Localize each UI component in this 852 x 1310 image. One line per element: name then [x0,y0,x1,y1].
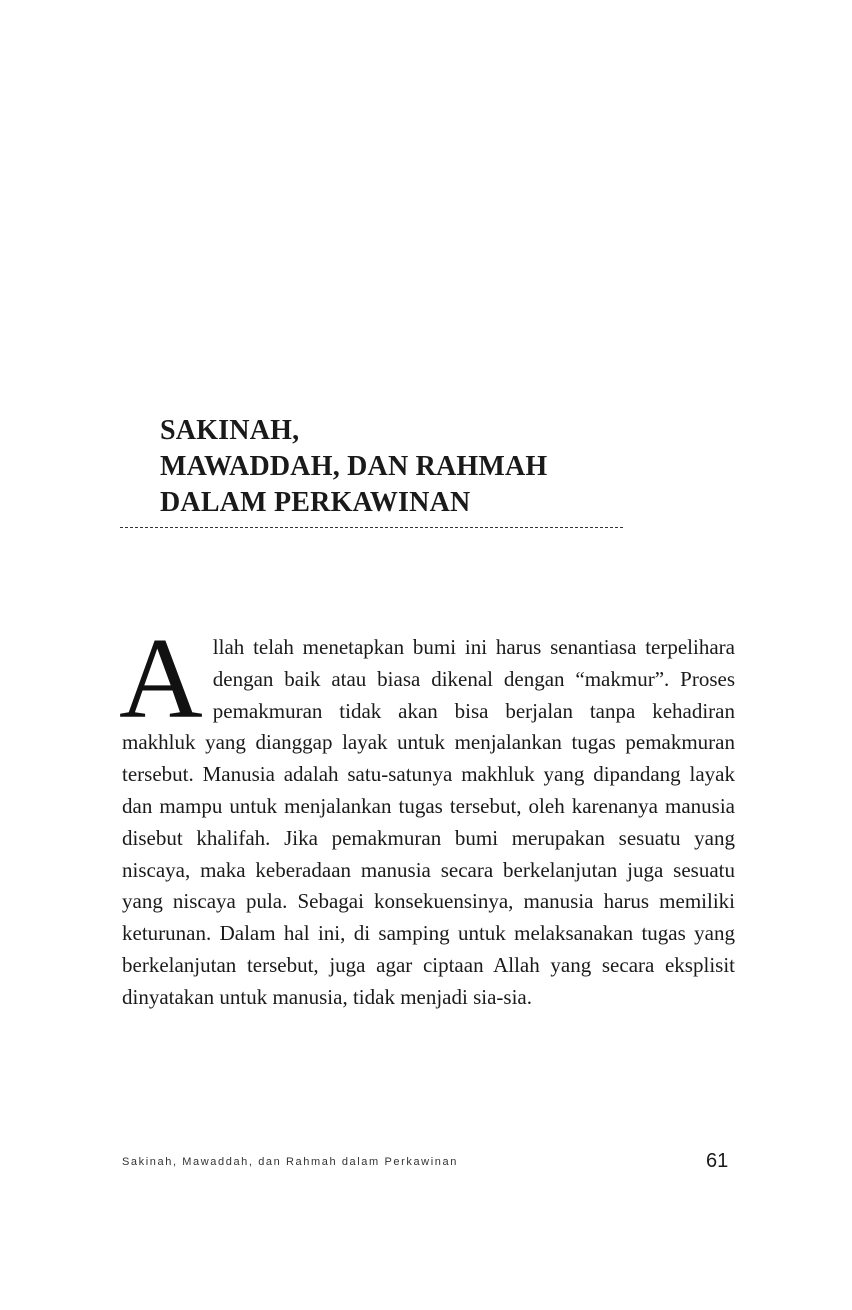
chapter-title-line-1: SAKINAH, [160,415,300,446]
running-footer-title: Sakinah, Mawaddah, dan Rahmah dalam Perkawinan [122,1156,458,1168]
chapter-title-line-2: MAWADDAH, DAN RAHMAH [160,451,548,482]
chapter-title-line-3: DALAM PERKAWINAN [160,487,471,518]
page-number: 61 [706,1150,729,1172]
body-paragraph [119,615,735,1014]
title-divider [120,527,623,528]
chapter-title [160,413,547,521]
paragraph-text: llah telah menetapkan bumi ini harus senantiasa terpelihara dengan baik atau biasa dikenal dengan “makmur”. Proses pemakmuran tidak akan bisa berjalan tanpa kehadiran makhluk yang dianggap layak untuk menjalankan tugas pemakmuran tersebut. Manusia adalah satu-satunya makhluk yang dipandang layak dan mampu untuk menjalankan tugas tersebut, oleh karenanya manusia disebut khalifah. Jika pemakmuran bumi merupakan sesuatu yang niscaya, maka keberadaan manusia secara berkelanjutan juga sesuatu yang niscaya pula. Sebagai konsekuensinya, manusia harus memiliki keturunan. Dalam hal ini, di samping untuk melaksanakan tugas yang berkelanjutan tersebut, juga agar ciptaan Allah yang secara eksplisit dinyatakan untuk manusia, tidak menjadi sia-sia. [122,635,735,1009]
drop-cap: A [119,615,203,743]
